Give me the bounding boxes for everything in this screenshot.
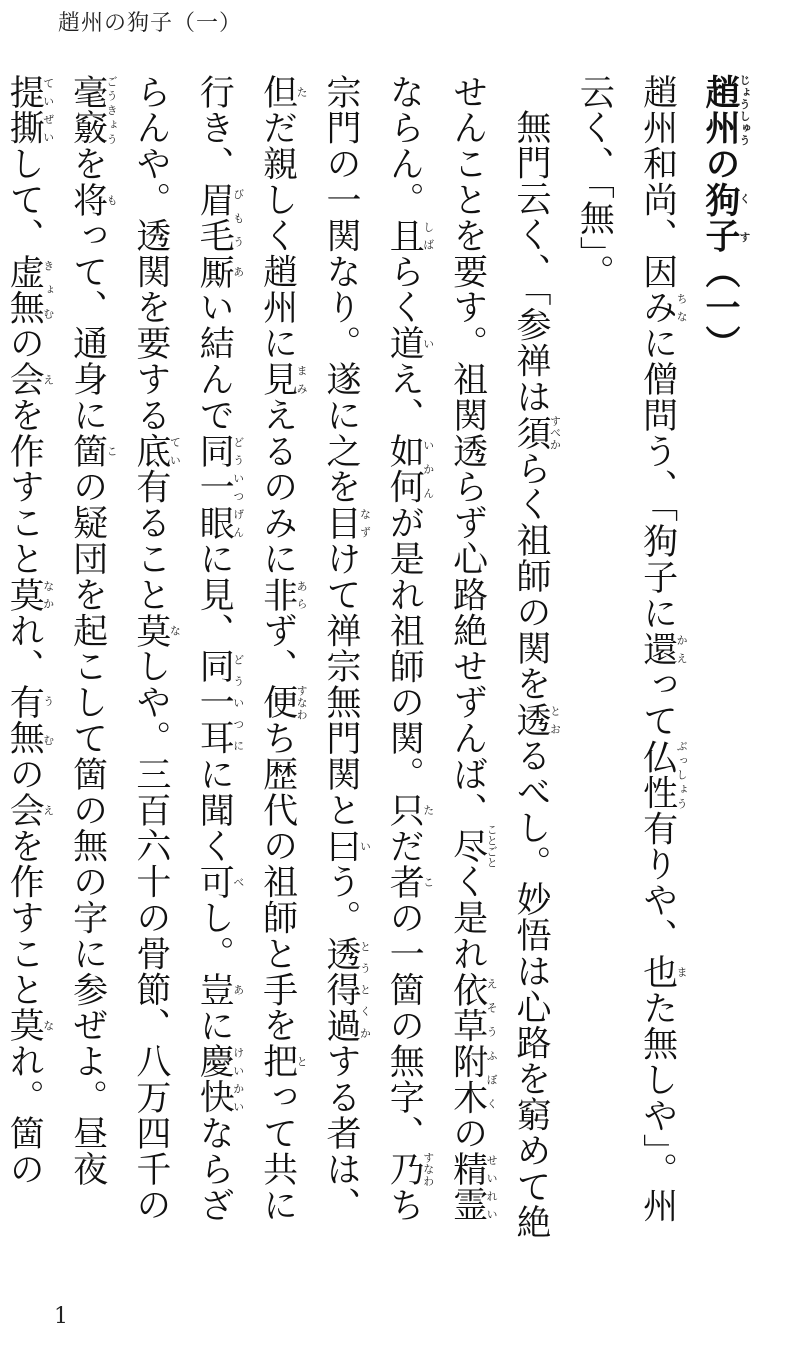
furigana-word: 也ま [637,954,689,990]
furigana-word: 可べ [194,863,245,900]
furigana-reading: え [41,361,55,398]
furigana-reading: なか [41,576,55,613]
furigana-word: 目なず [320,504,372,541]
furigana-word: 但た [257,74,309,110]
furigana-reading: どういつ [231,433,245,505]
furigana-word: 依草附木えそうふぼく [447,971,499,1116]
furigana-reading: と [295,1043,309,1080]
furigana-reading: ていぜい [41,74,55,146]
furigana-reading: ごうきょう [105,74,119,146]
furigana-reading: い [421,325,435,362]
furigana-word: 厮あ [194,253,245,290]
furigana-reading: な [168,612,182,649]
furigana-word: 還かえ [637,630,689,667]
furigana-reading: とお [548,701,562,738]
furigana-reading: あ [231,253,245,290]
furigana-word: 莫な [130,612,182,649]
furigana-word: 尽ことごと [447,823,499,868]
furigana-reading: びもう [231,181,245,254]
furigana-word: みちな [637,289,689,326]
furigana-word: 将も [67,181,119,218]
furigana-reading: ぶっしょう [675,738,689,811]
furigana-word: 豈あ [194,971,245,1008]
furigana-word: 眼げん [194,504,245,541]
furigana-reading: あ [231,971,245,1008]
furigana-reading: かえ [675,630,689,667]
furigana-reading: てい [168,433,182,469]
furigana-word: 莫なか [4,576,55,613]
furigana-word: 乃すなわ [384,1151,435,1187]
furigana-reading: どういつに [231,648,245,757]
furigana-word: 曰い [320,827,372,864]
furigana-word: 慶快けいかい [194,1043,245,1116]
furigana-reading: とうとくか [358,935,372,1044]
furigana-reading: えそうふぼく [485,971,499,1116]
furigana-word: 道い [384,325,435,362]
furigana-word: 同一耳どういつに [194,648,245,757]
furigana-reading: きょむ [41,253,55,326]
furigana-word: 且しば [384,217,435,254]
furigana-word: 同一どういつ [194,433,245,505]
furigana-reading: こ [105,433,119,469]
furigana-reading: も [105,181,119,218]
furigana-word: 須すべか [510,414,562,451]
furigana-reading: ことごと [485,823,499,868]
furigana-word: 狗子くす [700,181,751,254]
furigana-reading: せいれい [485,1151,499,1223]
furigana-word: 提撕ていぜい [4,74,55,146]
furigana-reading: た [421,792,435,828]
furigana-reading: まみ [295,361,309,398]
furigana-reading: じょうしゅう [738,74,751,146]
furigana-reading: うむ [41,684,55,757]
furigana-word: 底てい [130,433,182,469]
running-header: 趙州の狗子（一） [58,11,243,36]
furigana-word: 箇こ [67,433,119,469]
koan-paragraph: 趙州和尚、因みちなに僧問う、「狗子に還かえって仏性ぶっしょう有りや、也また無しや」。州云く、「無」。 [574,74,689,1224]
furigana-word: 透とお [510,701,562,738]
furigana-reading: けいかい [231,1043,245,1116]
section-title: 趙州じょうしゅうの狗子くす（一） [700,74,751,362]
furigana-word: 毫竅ごうきょう [67,74,119,146]
furigana-reading: ま [675,954,689,990]
furigana-reading: いかん [421,433,435,505]
furigana-reading: え [41,792,55,828]
furigana-reading: こ [421,863,435,900]
furigana-word: 仏性ぶっしょう [637,738,689,811]
furigana-reading: すなわ [421,1151,435,1187]
furigana-word: 如何いかん [384,433,435,505]
furigana-reading: くす [738,181,751,254]
furigana-word: 便すなわ [257,684,309,721]
furigana-reading: べ [231,863,245,900]
furigana-word: 非あら [257,576,309,613]
furigana-word: 透得過とうとくか [320,935,372,1044]
vertical-text-body [4,74,752,1254]
furigana-word: 只た [384,792,435,828]
furigana-reading: なず [358,504,372,541]
furigana-word: 見まみ [257,361,309,398]
furigana-reading: すなわ [295,684,309,721]
furigana-reading: な [41,1007,55,1044]
page-number: 1 [54,1304,68,1329]
furigana-word: 莫な [4,1007,55,1044]
furigana-word: 有無うむ [4,684,55,757]
furigana-reading: い [358,827,372,864]
furigana-word: 会え [4,361,55,398]
furigana-word: 会え [4,792,55,828]
furigana-word: 把と [257,1043,309,1080]
furigana-reading: げん [231,504,245,541]
furigana-word: 者こ [384,863,435,900]
furigana-reading: た [295,74,309,110]
furigana-word: 趙州じょうしゅう [700,74,751,146]
furigana-reading: ちな [675,289,689,326]
furigana-reading: すべか [548,414,562,451]
furigana-reading: あら [295,576,309,613]
furigana-reading: しば [421,217,435,254]
commentary-paragraph: 無門云く、「参禅は須すべからく祖師の関を透とおるべし。妙悟は心路を窮めて絶せんことを要す。祖関透らず心路絶せずんば、尽ことごとく是れ依草附木えそうふぼくの精霊せいれいならん。且しばらく道いえ、如何いかんが是れ祖師の関。只ただ者この一箇の無字、乃すなわち宗門の一関なり。遂に之を目なずけて禅宗無門関と曰いう。透得過とうとくかする者は、但ただ親しく趙州に見まみえるのみに非あらず、便すなわち歴代の祖師と手を把とって共に行き、眉毛びもう厮あい結んで同一どういつ眼げんに見、同一耳どういつにに聞く可べし。豈あに慶快けいかいならざらんや。透関を要する底てい有ること莫なしや。三百六十の骨節、八万四千の毫竅ごうきょうを将もって、通身に箇この疑団を起こして箇の無の字に参ぜよ。昼夜提撕ていぜいして、虚無きょむの会えを作すこと莫なかれ、有無うむの会えを作すこと莫なれ。箇の [4,74,562,1241]
furigana-word: 虚無きょむ [4,253,55,326]
furigana-word: 眉毛びもう [194,181,245,254]
furigana-word: 精霊せいれい [447,1151,499,1223]
